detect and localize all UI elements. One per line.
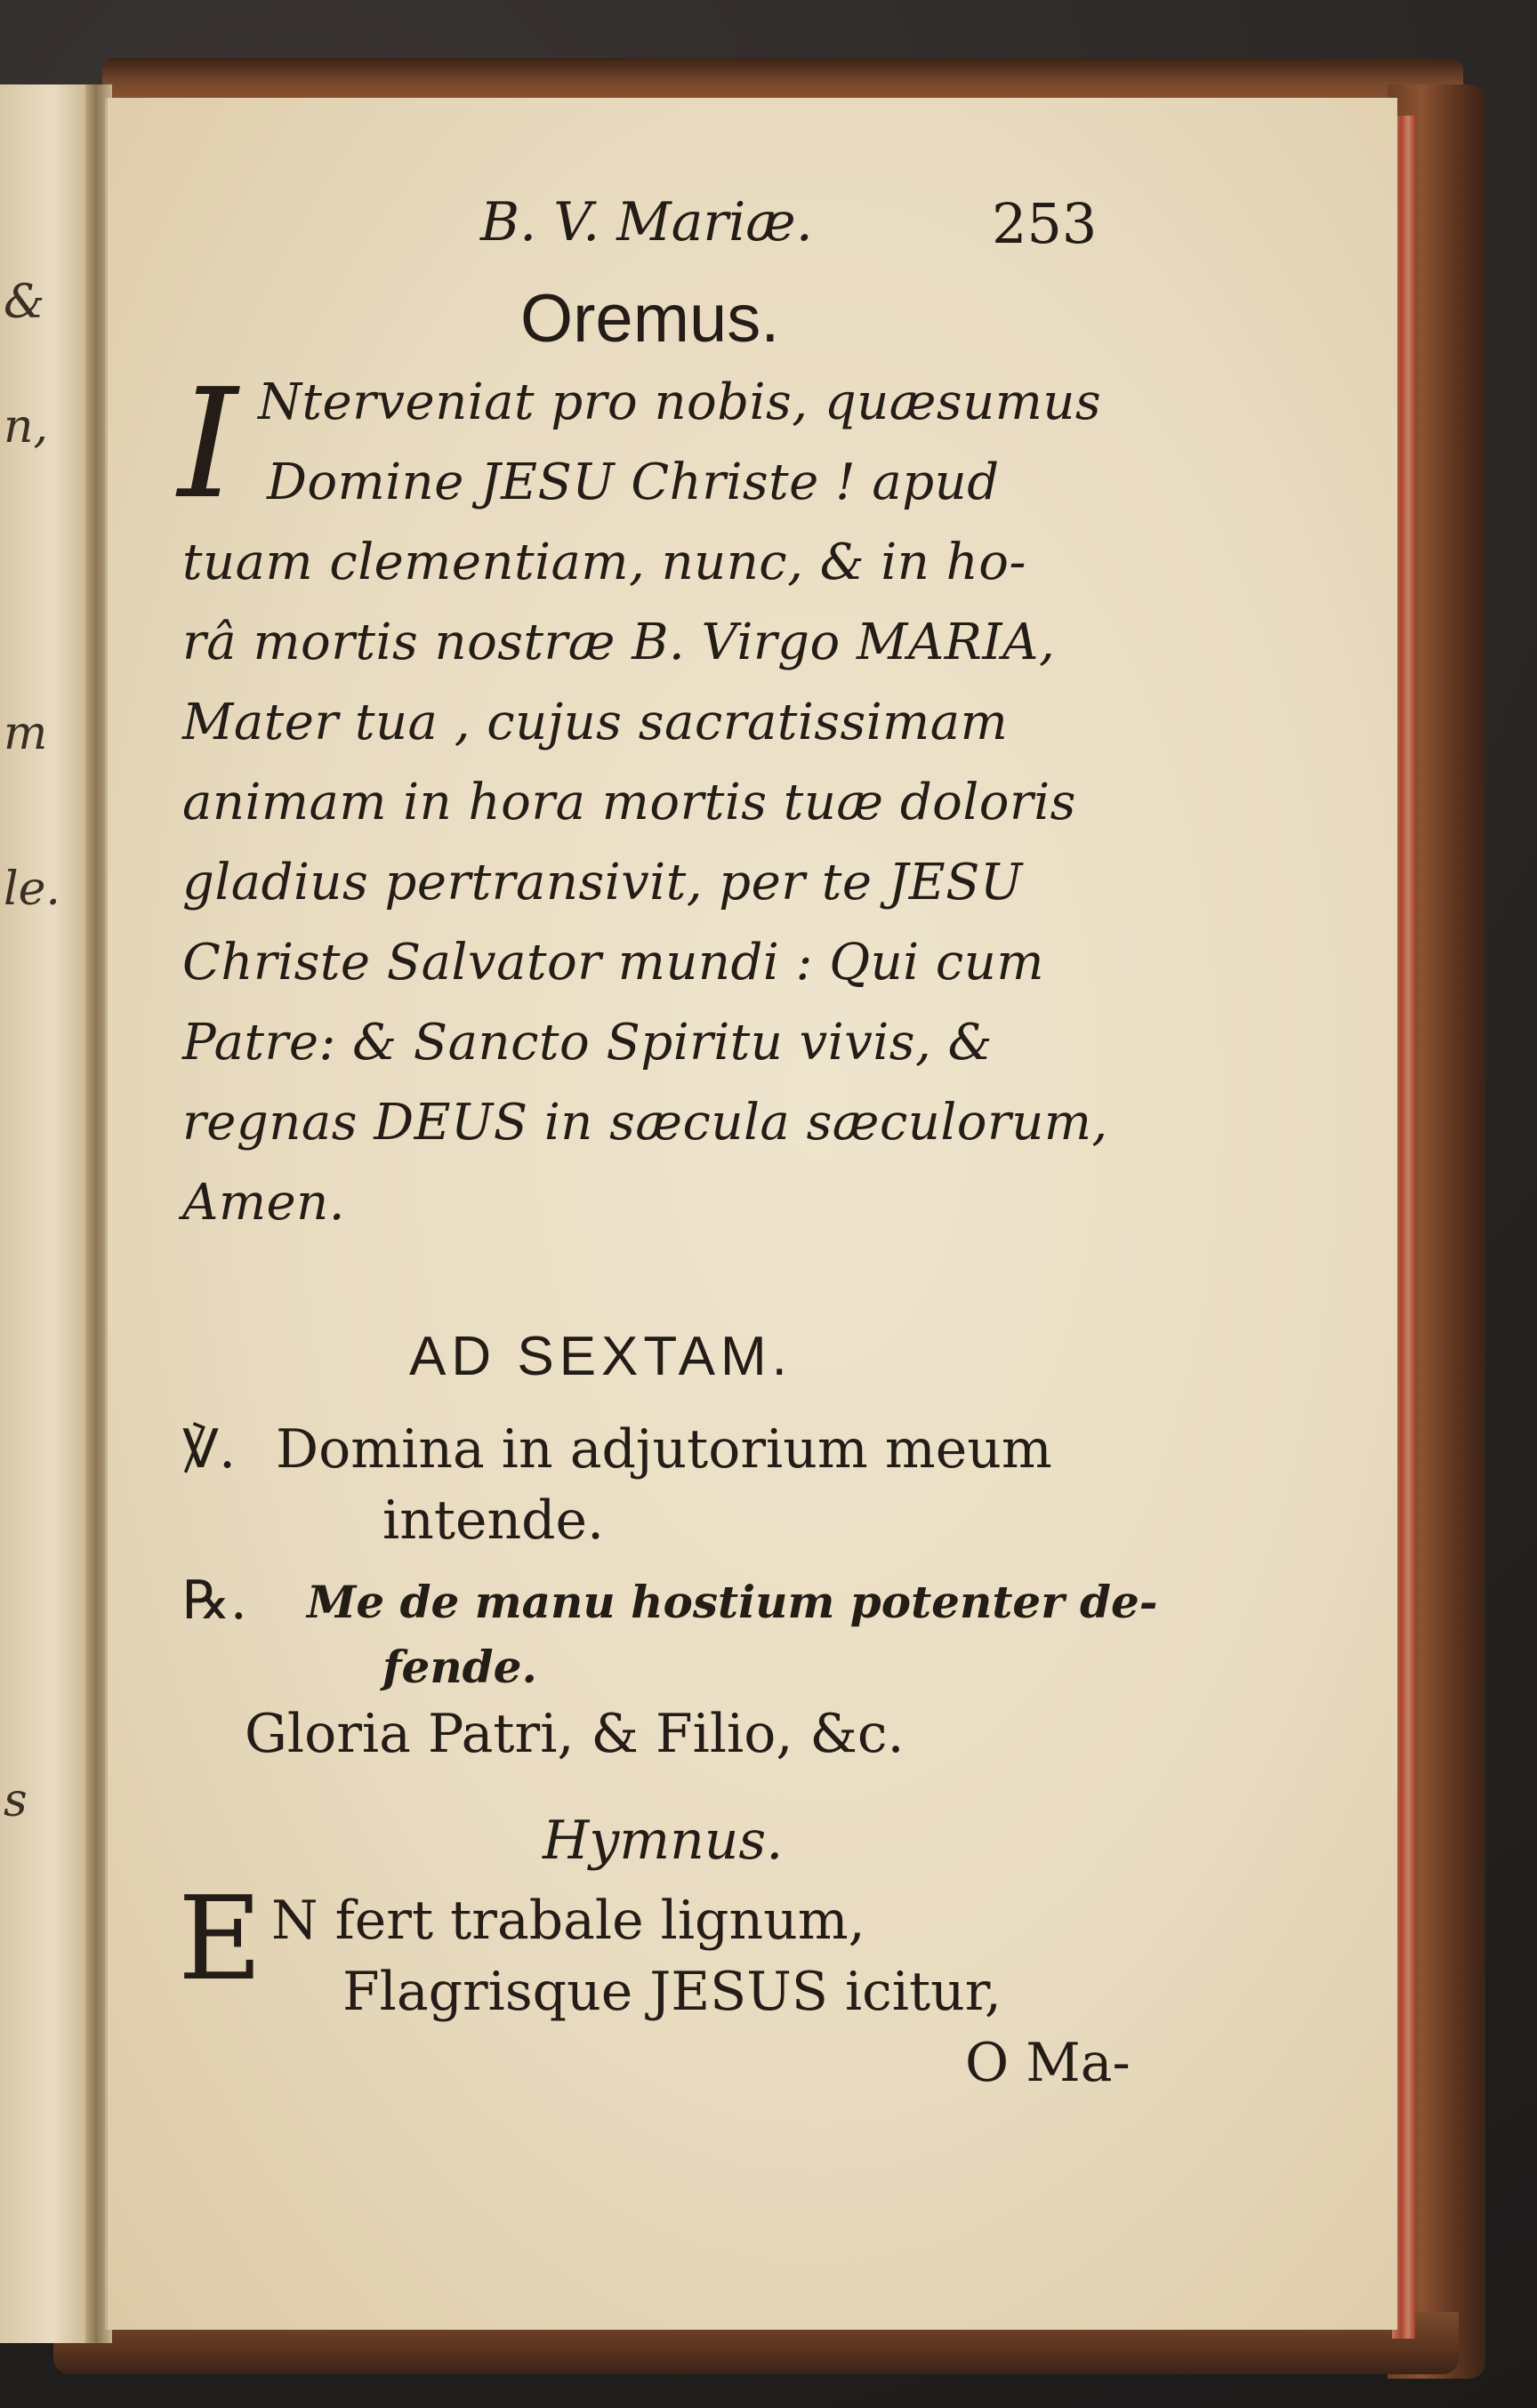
response-line: Me de manu hostium potenter de-: [307, 1576, 1158, 1628]
prayer-line: Mater tua , cujus sacratissimam: [182, 694, 1009, 751]
previous-page-edge: [0, 84, 89, 2343]
response-mark: ℞.: [182, 1569, 247, 1632]
prayer-line: râ mortis nostræ B. Virgo MARIA,: [182, 614, 1056, 671]
prayer-line: Amen.: [182, 1174, 346, 1232]
prayer-line: tuam clementiam, nunc, & in ho-: [182, 534, 1026, 591]
hymn-line: N fert trabale lignum,: [271, 1890, 865, 1952]
bleed-text: m: [4, 707, 48, 760]
catchword: O Ma-: [965, 2032, 1131, 2094]
versicle-line: Domina in adjutorium meum: [276, 1418, 1052, 1481]
prayer-line: Nterveniat pro nobis, quæsumus: [258, 373, 1102, 431]
prayer-line: regnas DEUS in sæcula sæculorum,: [182, 1094, 1108, 1152]
prayer-dropcap: I: [178, 357, 238, 533]
running-head: B. V. Mariæ.: [480, 191, 813, 253]
hymn-dropcap: E: [178, 1871, 262, 2006]
prayer-line: animam in hora mortis tuæ doloris: [182, 774, 1076, 831]
bleed-text: s: [4, 1774, 28, 1827]
versicle-line: intende.: [382, 1489, 605, 1552]
gloria-line: Gloria Patri, & Filio, &c.: [245, 1703, 905, 1765]
response-line: fende.: [382, 1641, 537, 1693]
hymn-line: Flagrisque JESUS icitur,: [342, 1961, 1002, 2023]
prayer-line: Patre: & Sancto Spiritu vivis, &: [182, 1014, 993, 1072]
versicle-mark: ℣.: [182, 1418, 237, 1481]
section-heading: AD SEXTAM.: [409, 1326, 793, 1387]
prayer-line: Domine JESU Christe ! apud: [267, 454, 1000, 511]
bleed-text: le.: [4, 863, 60, 916]
book-cover-top: [102, 58, 1463, 102]
prayer-line: Christe Salvator mundi : Qui cum: [182, 934, 1044, 991]
bleed-text: &: [4, 276, 45, 329]
bleed-text: n,: [4, 400, 49, 454]
oremus-heading: Oremus.: [520, 281, 780, 357]
hymn-title: Hymnus.: [543, 1810, 784, 1872]
page-number: 253: [992, 191, 1098, 256]
prayer-line: gladius pertransivit, per te JESU: [182, 854, 1023, 911]
